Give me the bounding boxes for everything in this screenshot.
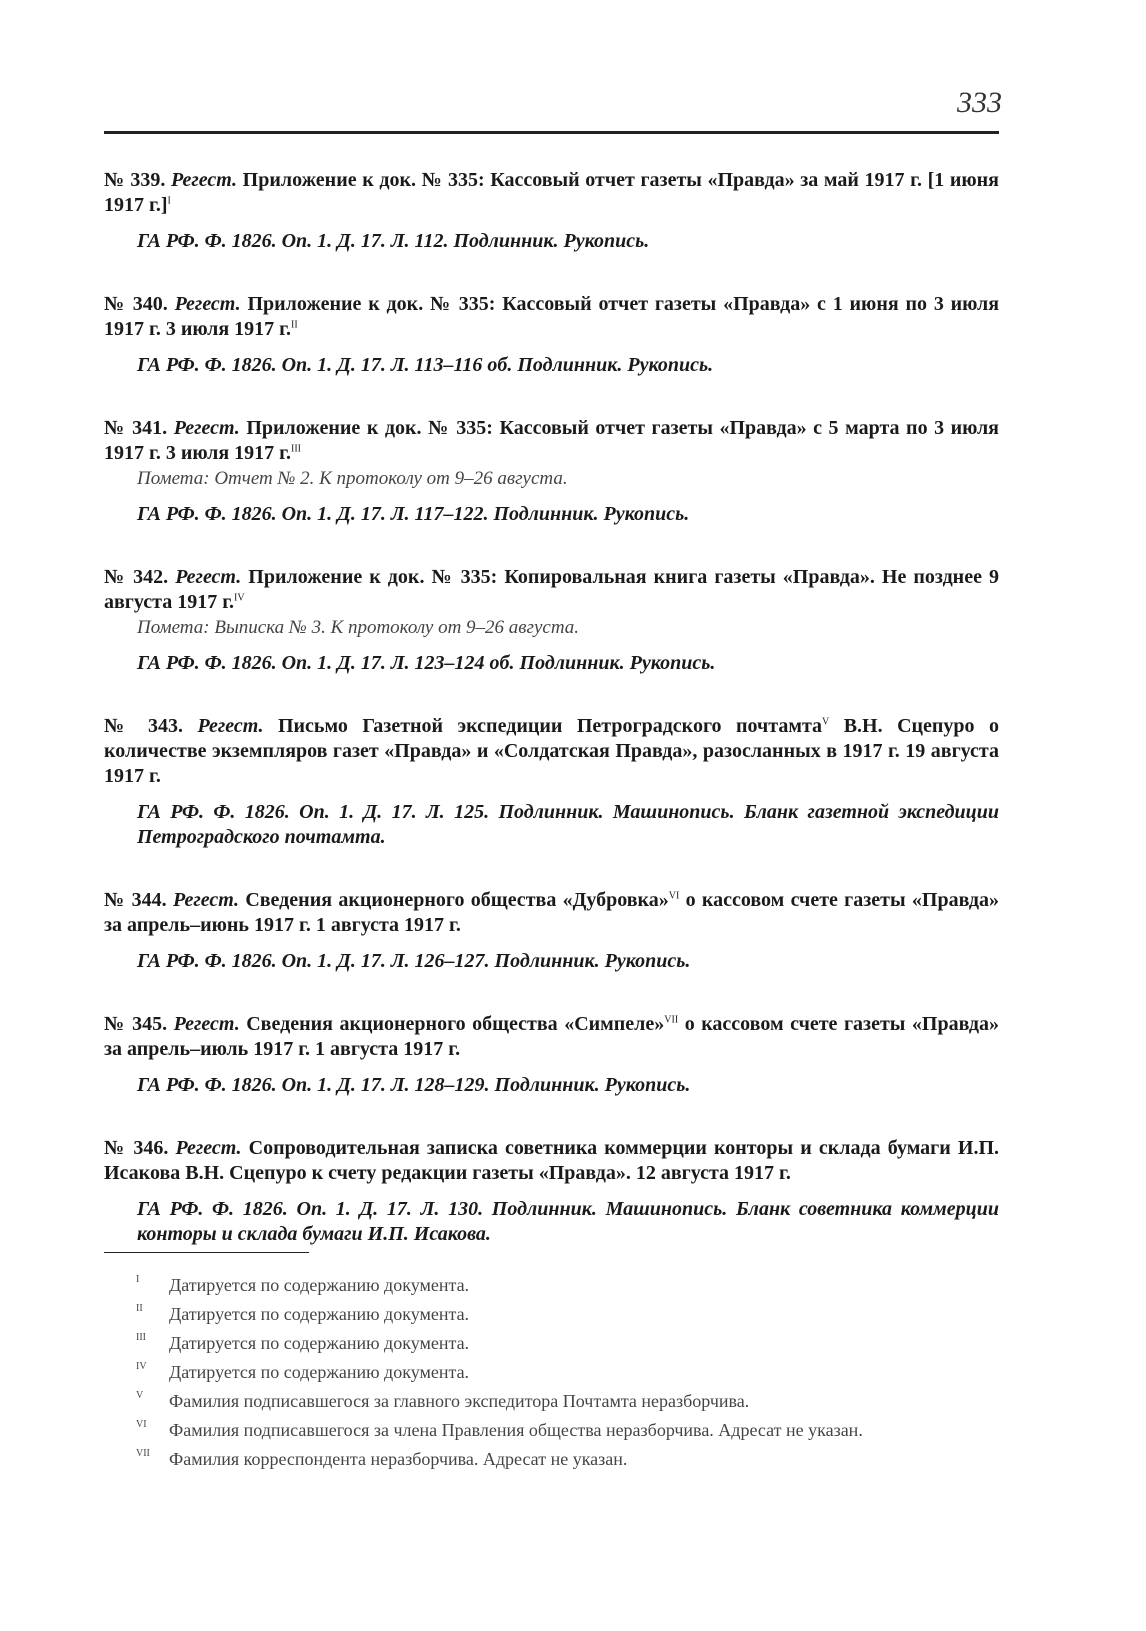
entry-341: [104, 416, 999, 527]
footnote-text: Датируется по содержанию документа.: [169, 1362, 470, 1382]
footnote-text: Датируется по содержанию документа.: [169, 1275, 470, 1295]
entry-title-text: Письмо Газетной экспедиции Петроградского почтамта: [277, 715, 823, 737]
footnote: [104, 1445, 999, 1474]
entry-tag: Регест.: [172, 889, 240, 911]
entry-number: № 344.: [104, 889, 167, 911]
entry-title: [104, 168, 999, 218]
marginal-note: Помета: Отчет № 2. К протоколу от 9–26 августа.: [137, 468, 568, 489]
entry-title: [104, 416, 999, 466]
entry-tag: Регест.: [175, 566, 242, 588]
entry-title: [104, 292, 999, 342]
entry-number: № 346.: [104, 1137, 169, 1159]
entry-title-text: Сведения акционерного общества «Симпеле»: [246, 1013, 665, 1035]
archive-reference: ГА РФ. Ф. 1826. Оп. 1. Д. 17. Л. 128–129. Подлинник. Рукопись.: [137, 1074, 691, 1096]
footnote-ref[interactable]: I: [167, 195, 171, 207]
footnote-ref[interactable]: IV: [234, 592, 245, 604]
entry-tag: Регест.: [197, 715, 264, 737]
footnote-text: Фамилия подписавшегося за члена Правления общества неразборчива. Адресат не указан.: [169, 1420, 863, 1440]
entry-339: [104, 168, 999, 254]
entry-title-text: Сведения акционерного общества «Дубровка»: [245, 889, 669, 911]
entry-number: № 345.: [104, 1013, 168, 1035]
footnote-mark: VI: [136, 1419, 147, 1430]
entry-number: № 340.: [104, 293, 168, 315]
entry-title: [104, 1136, 999, 1186]
entry-344: [104, 888, 999, 974]
archive-reference: ГА РФ. Ф. 1826. Оп. 1. Д. 17. Л. 123–124 об. Подлинник. Рукопись.: [137, 652, 716, 674]
footnote: [104, 1358, 999, 1387]
footnote-ref[interactable]: VII: [664, 1014, 679, 1026]
footnote-ref[interactable]: II: [291, 319, 298, 331]
footnote-ref[interactable]: III: [291, 443, 302, 455]
footnotes: [104, 1271, 999, 1474]
entry-title-text: Приложение к док. № 335: Копировальная книга газеты «Правда». Не позднее 9 августа 1917 г.: [104, 566, 999, 613]
entry-tag: Регест.: [173, 417, 240, 439]
footnote: [104, 1329, 999, 1358]
entry-title: [104, 888, 999, 938]
archive-reference: ГА РФ. Ф. 1826. Оп. 1. Д. 17. Л. 113–116 об. Подлинник. Рукопись.: [137, 354, 714, 376]
entry-number: № 342.: [104, 566, 169, 588]
entry-title: [104, 714, 999, 789]
entry-346: [104, 1136, 999, 1247]
entry-number: № 343.: [104, 715, 184, 737]
footnote-mark: V: [136, 1390, 144, 1401]
entry-title-continuation: В.Н. Сцепуро о количестве экземпляров газет «Правда» и «Солдатская Правда», разосланных в 1917 г. 19 августа 1917 г.: [104, 715, 1000, 787]
document-entries: [104, 168, 999, 1285]
entry-tag: Регест.: [170, 169, 238, 191]
entry-title: [104, 565, 999, 615]
archive-reference: ГА РФ. Ф. 1826. Оп. 1. Д. 17. Л. 130. Подлинник. Машинопись. Бланк советника коммерции конторы и склада бумаги И.П. Исакова.: [137, 1198, 999, 1245]
header-rule: [104, 131, 999, 134]
entry-tag: Регест.: [173, 1013, 240, 1035]
entry-tag: Регест.: [174, 293, 241, 315]
entry-title-text: Приложение к док. № 335: Кассовый отчет газеты «Правда» с 5 марта по 3 июля 1917 г. 3 июля 1917 г.: [104, 417, 1000, 464]
entry-title-continuation: о кассовом счете газеты «Правда» за апрель–июнь 1917 г. 1 августа 1917 г.: [104, 889, 1000, 936]
archive-reference: ГА РФ. Ф. 1826. Оп. 1. Д. 17. Л. 112. Подлинник. Рукопись.: [137, 230, 650, 252]
footnote-text: Фамилия подписавшегося за главного экспедитора Почтамта неразборчива.: [169, 1391, 750, 1411]
footnote: [104, 1416, 999, 1445]
footnote-text: Датируется по содержанию документа.: [169, 1304, 470, 1324]
entry-340: [104, 292, 999, 378]
entry-title-continuation: о кассовом счете газеты «Правда» за апрель–июль 1917 г. 1 августа 1917 г.: [104, 1013, 999, 1060]
footnote-mark: VII: [136, 1448, 150, 1459]
page-number: 333: [957, 86, 1002, 119]
entry-343: [104, 714, 999, 850]
entry-number: № 341.: [104, 417, 168, 439]
archive-reference: ГА РФ. Ф. 1826. Оп. 1. Д. 17. Л. 117–122. Подлинник. Рукопись.: [137, 503, 690, 525]
footnote-text: Датируется по содержанию документа.: [169, 1333, 470, 1353]
archive-reference: ГА РФ. Ф. 1826. Оп. 1. Д. 17. Л. 125. Подлинник. Машинопись. Бланк газетной экспедиции Петроградского почтамта.: [137, 801, 999, 848]
footnote: [104, 1271, 999, 1300]
footnote-mark: II: [136, 1303, 143, 1314]
entry-title: [104, 1012, 999, 1062]
entry-title-text: Приложение к док. № 335: Кассовый отчет газеты «Правда» за май 1917 г. [1 июня 1917 г.]: [104, 169, 999, 216]
footnote-rule: [104, 1252, 309, 1253]
footnote-mark: III: [136, 1332, 146, 1343]
footnote-mark: IV: [136, 1361, 147, 1372]
footnote: [104, 1300, 999, 1329]
archive-reference: ГА РФ. Ф. 1826. Оп. 1. Д. 17. Л. 126–127. Подлинник. Рукопись.: [137, 950, 691, 972]
footnote-mark: I: [136, 1274, 140, 1285]
entry-tag: Регест.: [175, 1137, 242, 1159]
entry-title-text: Сопроводительная записка советника коммерции конторы и склада бумаги И.П. Исакова В.Н. Сцепуро к счету редакции газеты «Правда». 12 августа 1917 г.: [104, 1137, 1000, 1184]
entry-342: [104, 565, 999, 676]
footnote-text: Фамилия корреспондента неразборчива. Адресат не указан.: [169, 1449, 628, 1469]
entry-number: № 339.: [104, 169, 166, 191]
marginal-note: Помета: Выписка № 3. К протоколу от 9–26 августа.: [137, 617, 580, 638]
entry-title-text: Приложение к док. № 335: Кассовый отчет газеты «Правда» с 1 июня по 3 июля 1917 г. 3 июля 1917 г.: [104, 293, 1000, 340]
footnote-ref[interactable]: V: [822, 716, 830, 728]
footnote-ref[interactable]: VI: [668, 890, 680, 902]
entry-345: [104, 1012, 999, 1098]
footnote: [104, 1387, 999, 1416]
